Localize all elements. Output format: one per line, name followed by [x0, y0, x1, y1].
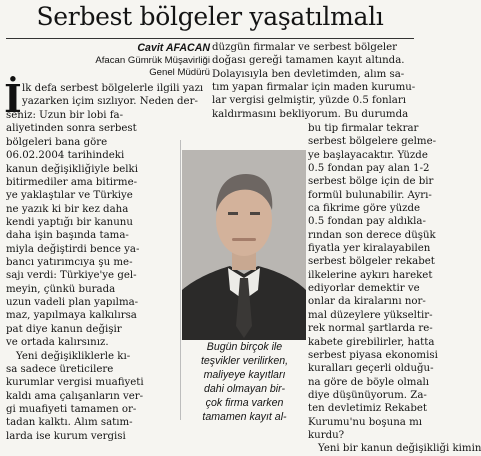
text-line: miyla değiştirdi bence ya-	[6, 243, 140, 255]
article-headline: Serbest bölgeler yaşatılmalı	[36, 2, 384, 31]
text-line: aliyetinden sonra serbest	[6, 123, 137, 135]
text-line: rından son derece düşük	[308, 229, 436, 241]
text-line: ediyorlar demektir ve	[308, 283, 420, 295]
text-line: diye düşünüyorum. Za-	[308, 389, 427, 401]
text-line: kabete girebilirler, hatta	[308, 336, 435, 348]
pull-quote	[182, 340, 307, 424]
text-line: serbest piyasa ekonomisi	[308, 349, 438, 361]
text-line: düzgün firmalar ve serbest bölgeler	[212, 42, 398, 53]
pull-quote-line: tamamen kayıt al-	[202, 411, 287, 423]
text-line: tadan kalktı. Alım satım-	[6, 417, 133, 429]
text-line: ilkelerine aykırı hareket	[308, 269, 433, 281]
text-line: larda ise kurum vergisi	[6, 430, 126, 442]
text-line: ye yaklaştılar ve Türkiye	[6, 190, 133, 202]
text-line: fiyatla yer kiralayabilen	[308, 243, 431, 255]
text-line: bancı yatırımcıya şu me-	[6, 257, 133, 269]
text-line: ve ortada kalırsınız.	[6, 337, 109, 349]
author-name: Cavit AFACAN	[137, 42, 210, 54]
text-line: lk defa serbest bölgelerle ilgili yazı	[22, 83, 204, 94]
text-line: rek normal şartlarda re-	[308, 323, 433, 335]
text-line: bu tip firmalar tekrar	[308, 123, 419, 134]
text-line: pat diye kanun değişir	[6, 323, 122, 335]
pull-quote-line: çok firma varken	[205, 397, 284, 409]
text-line: kendi yaptığı bir kanunu	[6, 217, 133, 229]
text-line: ca fikrime göre yüzde	[308, 203, 421, 215]
text-line: sa sadece üreticilere	[6, 363, 114, 375]
text-line: lar vergisi gelmiştir, yüzde 0.5 fonları	[212, 95, 406, 107]
text-line: formül bulunabilir. Ayrı-	[308, 189, 432, 201]
text-line: Yeni değişikliklerle kı-	[16, 350, 131, 362]
text-line: onlar da kiralarını nor-	[308, 296, 426, 308]
pull-quote-line: teşvikler verilirken,	[200, 355, 289, 367]
author-photo	[182, 150, 306, 340]
portrait-image	[182, 150, 306, 340]
text-line: 0.5 fondan pay alan 1-2	[308, 163, 430, 175]
text-line: mal düzeylere yükseltir-	[308, 309, 433, 321]
left-column-body	[6, 136, 178, 443]
pull-quote-line: Bugün birçok ile	[206, 341, 283, 353]
text-line: yazarken içim sızlıyor. Neden der-	[22, 96, 198, 108]
text-line: meyin, çünkü burada	[6, 283, 116, 295]
text-line: kurdu?	[308, 429, 345, 441]
text-line: kaldı ama çalışanların ver-	[6, 390, 144, 402]
text-line: daha işin başında tama-	[6, 230, 129, 242]
right-column-body	[308, 122, 481, 456]
text-line: tım yapan firmalar için maden kurumu-	[212, 82, 416, 94]
text-line: kurumlar vergisi muafiyeti	[6, 377, 144, 389]
left-column-intro	[22, 82, 210, 109]
text-line: kanun değişikliğiyle belki	[6, 163, 138, 175]
text-line: sajı verdi: Türkiye'ye gel-	[6, 270, 137, 282]
text-line: bölgeleri bana göre	[6, 137, 108, 148]
text-line: uzun vadeli plan yapılma-	[6, 297, 139, 309]
text-line: maz, yapılmaya kalkılırsa	[6, 310, 137, 322]
column-separator	[180, 140, 181, 420]
text-line: serbest bölgeler rekabet	[308, 256, 435, 268]
text-line: gi muafiyeti tamamen or-	[6, 403, 137, 415]
text-line: kaldırmasını bekliyorum. Bu durumda	[212, 108, 409, 120]
drop-cap: İ	[4, 76, 22, 121]
headline-rule	[6, 38, 414, 39]
text-line: ten devletimiz Rekabet	[308, 403, 427, 415]
text-line: Kurumu'nu boşuna mı	[308, 416, 422, 428]
text-line: seniz: Uzun bir lobi fa-	[6, 110, 124, 121]
text-line: ye başlayacaktır. Yüzde	[308, 149, 428, 161]
author-title: Genel Müdürü	[149, 67, 210, 78]
author-company: Afacan Gümrük Müşavirliği	[95, 55, 210, 66]
text-line: Yeni bir kanun değişikliği kimin	[318, 443, 481, 455]
text-line: kuralları geçerli olduğu-	[308, 363, 434, 375]
text-line: 0.5 fondan pay aldıkla-	[308, 216, 426, 228]
text-line: bitirmediler ama bitirme-	[6, 177, 138, 189]
text-line: ne yazık ki bir kez daha	[6, 203, 129, 215]
text-line: 06.02.2004 tarihindeki	[6, 150, 125, 162]
pull-quote-line: dahi olmayan bir-	[203, 383, 286, 395]
text-line: na göre de böyle olmalı	[308, 376, 430, 388]
text-line: doğası gereği tamamen kayıt altında.	[212, 55, 405, 67]
right-column-top	[212, 41, 418, 121]
text-line: serbest bölgelere gelme-	[308, 136, 437, 148]
pull-quote-line: maliyeye kayıtları	[203, 369, 286, 381]
text-line: serbest bölge için de bir	[308, 176, 434, 188]
left-column-intro-2	[6, 109, 182, 136]
text-line: Dolayısıyla ben devletimden, alım sa-	[212, 68, 405, 80]
